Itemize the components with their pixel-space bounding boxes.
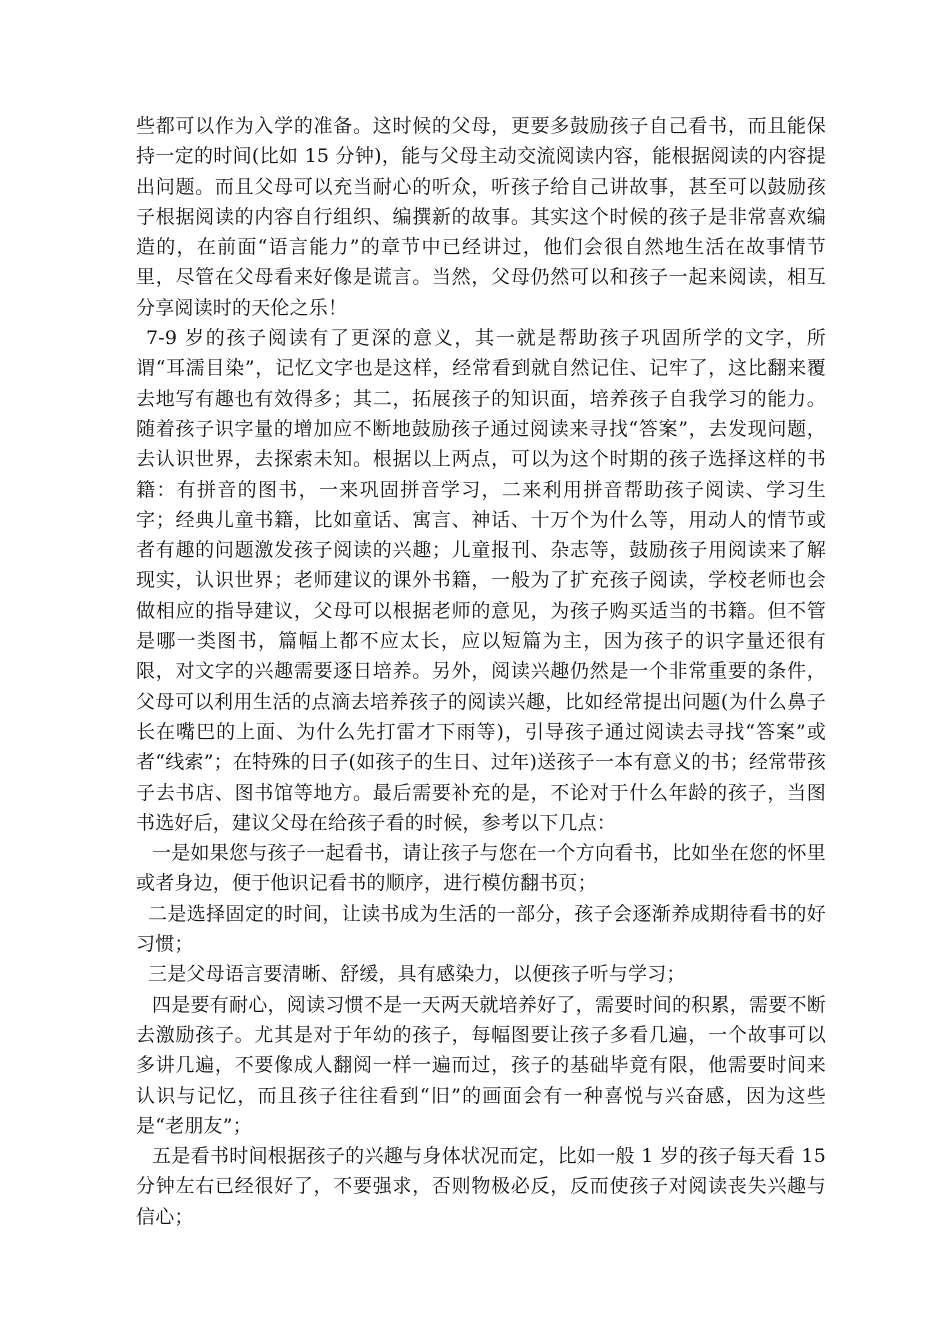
paragraph-point-two: 二是选择固定的时间，让读书成为生活的一部分，孩子会逐渐养成期待看书的好习惯； [136, 902, 826, 956]
paragraph-7-9-years: 7-9 岁的孩子阅读有了更深的意义，其一就是帮助孩子巩固所学的文字，所谓“耳濡目染”，记忆文字也是这样，经常看到就自然记住、记牢了，这比翻来覆去地写有趣也有效得多；其二，拓展孩子的知识面，培养孩子自我学习的能力。随着孩子识字量的增加应不断地鼓励孩子通过阅读来寻找“答案”，去发现问题，去认识世界，去探索未知。根据以上两点，可以为这个时期的孩子选择这样的书籍：有拼音的图书，一来巩固拼音学习，二来利用拼音帮助孩子阅读、学习生字；经典儿童书籍，比如童话、寓言、神话、十万个为什么等，用动人的情节或者有趣的问题激发孩子阅读的兴趣；儿童报刊、杂志等，鼓励孩子用阅读来了解现实，认识世界；老师建议的课外书籍，一般为了扩充孩子阅读，学校老师也会做相应的指导建议，父母可以根据老师的意见，为孩子购买适当的书籍。但不管是哪一类图书，篇幅上都不应太长，应以短篇为主，因为孩子的识字量还很有限，对文字的兴趣需要逐日培养。另外，阅读兴趣仍然是一个非常重要的条件，父母可以利用生活的点滴去培养孩子的阅读兴趣，比如经常提出问题(为什么鼻子长在嘴巴的上面、为什么先打雷才下雨等)，引导孩子通过阅读去寻找“答案”或者“线索”；在特殊的日子(如孩子的生日、过年)送孩子一本有意义的书；经常带孩子去书店、图书馆等地方。最后需要补充的是，不论对于什么年龄的孩子，当图书选好后，建议父母在给孩子看的时候，参考以下几点： [136, 327, 826, 834]
paragraph-point-four: 四是要有耐心，阅读习惯不是一天两天就培养好了，需要时间的积累，需要不断去激励孩子。尤其是对于年幼的孩子，每幅图要让孩子多看几遍，一个故事可以多讲几遍，不要像成人翻阅一样一遍而过，孩子的基础毕竟有限，他需要时间来认识与记忆，而且孩子往往看到“旧”的画面会有一种喜悦与兴奋感，因为这些是“老朋友”； [136, 993, 826, 1137]
paragraph-point-three: 三是父母语言要清晰、舒缓，具有感染力，以便孩子听与学习； [148, 963, 686, 986]
paragraph-point-one: 一是如果您与孩子一起看书，请让孩子与您在一个方向看书，比如坐在您的怀里或者身边，便于他识记看书的顺序，进行模仿翻书页； [136, 842, 826, 895]
paragraph-intro: 些都可以作为入学的准备。这时候的父母，更要多鼓励孩子自己看书，而且能保持一定的时间(比如 15 分钟)，能与父母主动交流阅读内容，能根据阅读的内容提出问题。而且父母可以充当耐心的听众，听孩子给自己讲故事，甚至可以鼓励孩子根据阅读的内容自行组织、编撰新的故事。其实这个时候的孩子是非常喜欢编造的，在前面“语言能力”的章节中已经讲过，他们会很自然地生活在故事情节里，尽管在父母看来好像是谎言。当然，父母仍然可以和孩子一起来阅读，相互分享阅读时的天伦之乐！ [136, 115, 826, 319]
document-body [136, 111, 826, 1232]
paragraph-point-five: 五是看书时间根据孩子的兴趣与身体状况而定，比如一般 1 岁的孩子每天看 15 分钟左右已经很好了，不要强求，否则物极必反，反而使孩子对阅读丧失兴趣与信心； [136, 1145, 826, 1228]
